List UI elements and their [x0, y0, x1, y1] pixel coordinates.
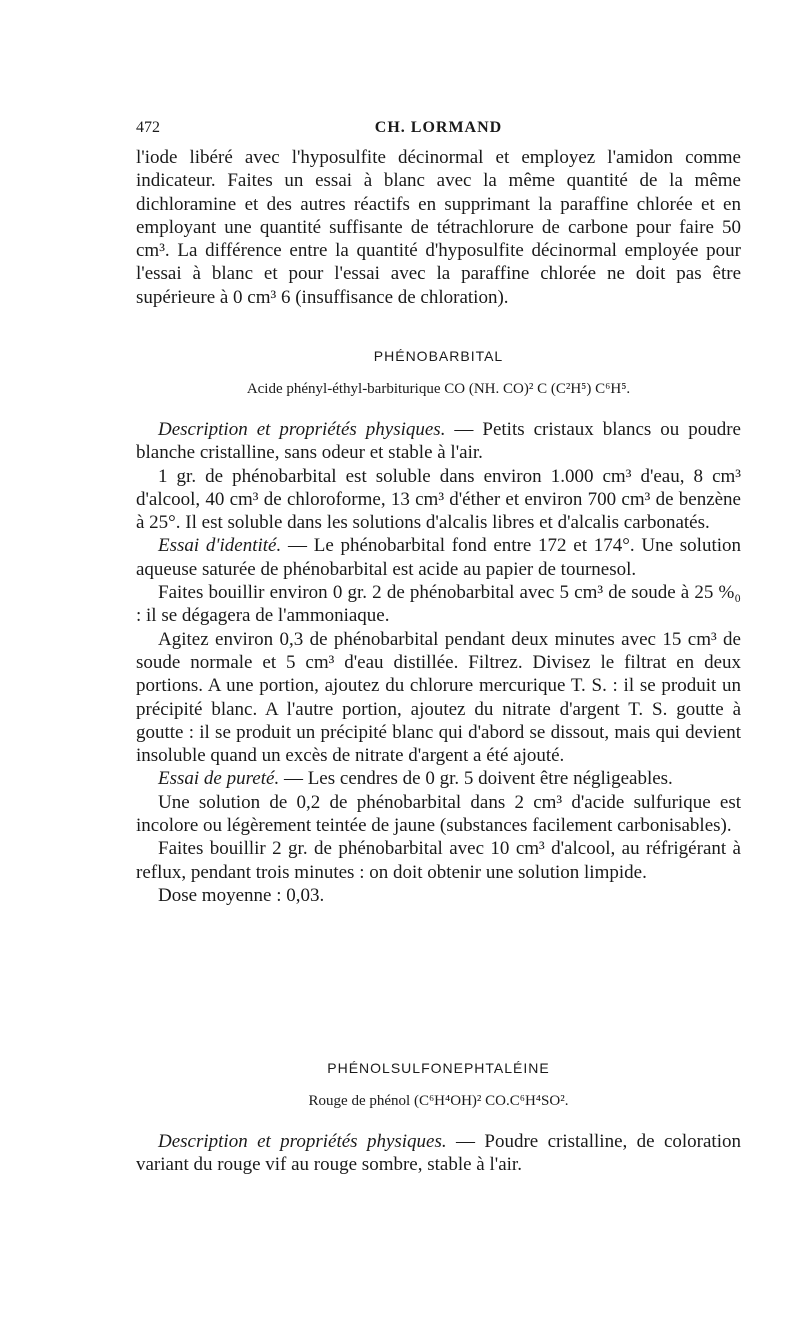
description-paragraph [136, 418, 741, 465]
identity-text: — Le phénobarbital fond entre 172 et 174°. Une solution aqueuse saturée de phénobarbital est acide au papier de tournesol. [136, 535, 742, 580]
page-header [136, 116, 741, 140]
reflux-paragraph: Faites bouillir 2 gr. de phénobarbital avec 10 cm³ d'alcool, au réfrigérant à reflux, pendant trois minutes : on doit obtenir une solution limpide. [136, 838, 741, 883]
description-paragraph-2 [136, 1130, 741, 1177]
sulfuric-acid-paragraph: Une solution de 0,2 de phénobarbital dans 2 cm³ d'acide sulfurique est incolore ou légèrement teintée de jaune (substances facilement carbonisables). [136, 791, 741, 837]
purity-text: — Les cendres de 0 gr. 5 doivent être négligeables. [279, 768, 673, 790]
page-number: 472 [136, 119, 160, 136]
description-heading: Description et propriétés physiques. [158, 419, 446, 440]
solubility-paragraph: 1 gr. de phénobarbital est soluble dans environ 1.000 cm³ d'eau, 8 cm³ d'alcool, 40 cm³ de chloroforme, 13 cm³ d'éther et environ 700 cm³ de benzène à 25°. Il est soluble dans les solutions d'alcalis libres et d'alcalis carbonatés. [136, 465, 741, 534]
silver-nitrate-paragraph: Agitez environ 0,3 de phénobarbital pendant deux minutes avec 15 cm³ de soude normale et 5 cm³ d'eau distillée. Filtrez. Divisez le filtrat en deux portions. A une portion, ajoutez du chlorure mercurique T. S. : il se produit un précipité blanc. A l'autre portion, ajoutez du nitrate d'argent T. S. goutte à goutte : il se produit un précipité blanc qui d'abord se dissout, mais qui devient insoluble quand un excès de nitrate d'argent a été ajouté. [136, 628, 741, 767]
formula-phenobarbital: Acide phényl-éthyl-barbiturique CO (NH. CO)² C (C²H⁵) C⁶H⁵. [246, 381, 631, 397]
purity-heading: Essai de pureté. [158, 768, 280, 790]
description-text-2: — Poudre cristalline, de coloration variant du rouge vif au rouge sombre, stable à l'air. [136, 1131, 741, 1176]
section-title-phenolsulfonephtaleine: PHÉNOLSULFONEPHTALÉINE [327, 1060, 550, 1076]
phenolsulfonephtaleine-body [136, 1130, 741, 1177]
identity-paragraph [136, 534, 741, 581]
description-text: — Petits cristaux blancs ou poudre blanche cristalline, sans odeur et stable à l'air. [136, 419, 741, 464]
continuation-paragraph: l'iode libéré avec l'hyposulfite décinormal et employez l'amidon comme indicateur. Faites un essai à blanc avec la même quantité de la même dichloramine et des autres réactifs en supprimant la paraffine chlorée et en employant une quantité suffisante de tétrachlorure de carbone pour faire 50 cm³. La différence entre la quantité d'hyposulfite décinormal employée pour l'essai à blanc et pour l'essai avec la paraffine chlorée ne doit pas être supérieure à 0 cm³ 6 (insuffisance de chloration). [136, 147, 741, 308]
phenobarbital-body [136, 418, 741, 907]
dose-paragraph: Dose moyenne : 0,03. [158, 884, 325, 906]
boiling-soda-paragraph: Faites bouillir environ 0 gr. 2 de phénobarbital avec 5 cm³ de soude à 25 %₀ : il se dégagera de l'ammoniaque. [136, 582, 741, 627]
running-head: CH. LORMAND [374, 119, 503, 136]
section-title-phenobarbital: PHÉNOBARBITAL [373, 348, 504, 364]
identity-heading: Essai d'identité. [158, 535, 282, 557]
purity-paragraph [136, 767, 741, 790]
continuation-paragraph-block [136, 146, 741, 309]
formula-phenolsulfonephtaleine: Rouge de phénol (C⁶H⁴OH)² CO.C⁶H⁴SO². [308, 1093, 569, 1109]
description-heading-2: Description et propriétés physiques. [158, 1131, 447, 1152]
